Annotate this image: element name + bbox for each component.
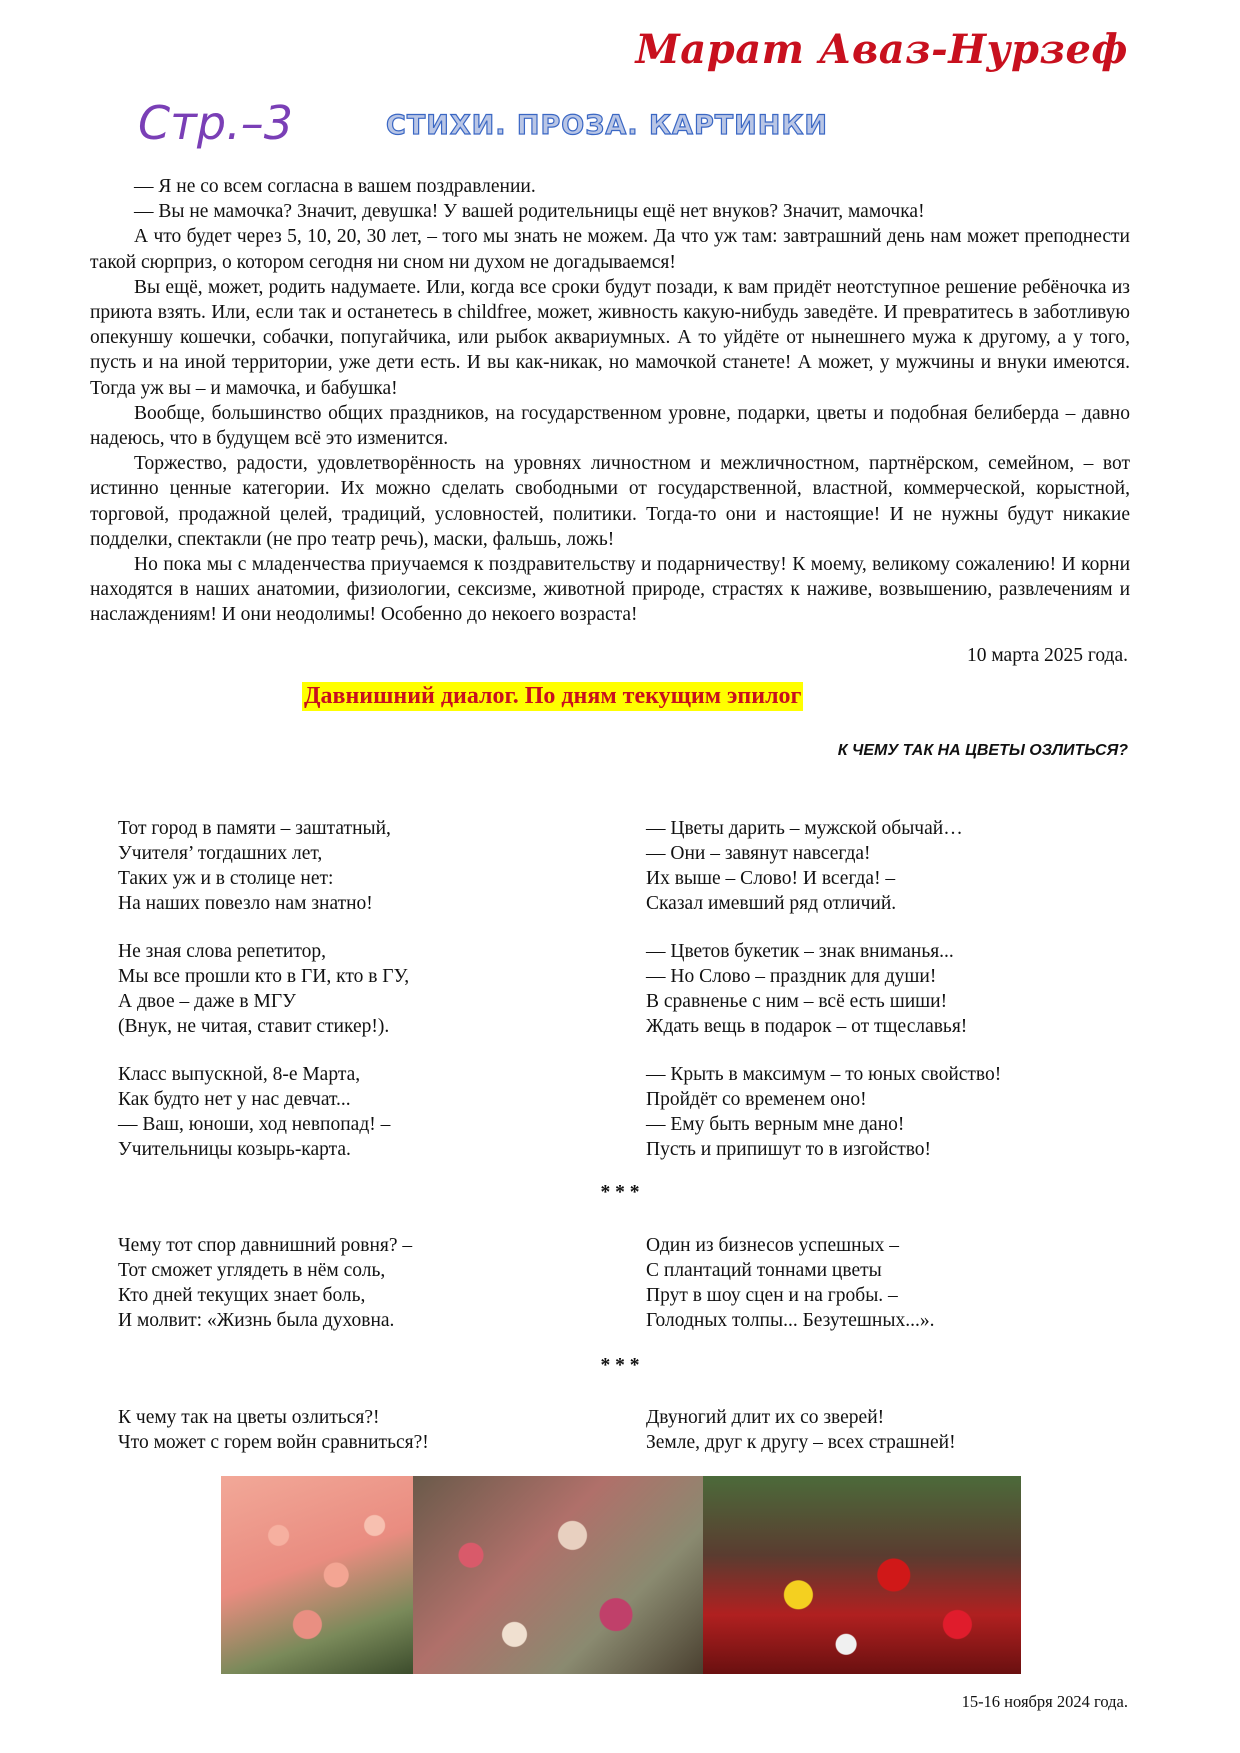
poem-line: Мы все прошли кто в ГИ, кто в ГУ, (118, 966, 410, 987)
paragraph: — Вы не мамочка? Значит, девушка! У вашей родительницы ещё нет внуков? Значит, мамочка! (134, 201, 925, 223)
poem-line: В сравненье с ним – всё есть шиши! (646, 991, 948, 1012)
prose-date: 10 марта 2025 года. (966, 645, 1128, 666)
stanza-left-1 (118, 816, 558, 916)
poem-line: С плантаций тоннами цветы (646, 1260, 882, 1281)
poem-line: Класс выпускной, 8-е Марта, (118, 1064, 361, 1085)
poem-date: 15-16 ноября 2024 года. (961, 1692, 1128, 1711)
poem-line: Таких уж и в столице нет: (118, 868, 334, 889)
poem-line: — Но Слово – праздник для души! (646, 966, 937, 987)
poem-line: Тот город в памяти – заштатный, (118, 818, 391, 839)
poem-line: И молвит: «Жизнь была духовна. (118, 1310, 395, 1331)
poem-line: Ждать вещь в подарок – от тщеславья! (646, 1016, 968, 1037)
poem-line: Кто дней текущих знает боль, (118, 1285, 366, 1306)
stanza-right-5 (646, 1405, 1086, 1455)
poem-line: — Крыть в максимум – то юных свойство! (646, 1064, 1002, 1085)
stanza-right-4 (646, 1233, 1086, 1333)
stanza-right-2 (646, 939, 1086, 1039)
poem-line: (Внук, не читая, ставит стикер!). (118, 1016, 390, 1037)
poem-line: — Цветов букетик – знак вниманья... (646, 941, 954, 962)
flowers-pile-photo (413, 1476, 703, 1674)
stanza-left-3 (118, 1062, 558, 1162)
poem-line: Учителя’ тогдашних лет, (118, 843, 323, 864)
prose-text (90, 174, 1130, 628)
poem-title: Давнишний диалог. По дням текущим эпилог (304, 683, 802, 709)
paragraph: Вообще, большинство общих праздников, на государственном уровне, подарки, цветы и подобная белиберда – давно надеюсь, что в будущем всё это изменится. (90, 402, 1130, 450)
author-name: Марат Аваз-Нурзеф (635, 26, 1128, 73)
poem-line: Двуногий длит их со зверей! (646, 1407, 885, 1428)
poem-line: Что может с горем войн сравниться?! (118, 1432, 429, 1453)
stanza-left-5 (118, 1405, 558, 1455)
poem-line: Чему тот спор давнишний ровня? – (118, 1235, 413, 1256)
paragraph: Вы ещё, может, родить надумаете. Или, когда все сроки будут позади, к вам придёт неотступное решение ребёночка из приюта взять. Или, если так и останетесь в childfree, может, живность какую-нибудь заведёте. И превратитесь в заботливую опекуншу кошечки, собачки, попугайчика, или рыбок аквариумных. А то уйдёте от нынешнего мужа к другому, а у того, пусть и на иной территории, уже дети есть. И вы как-никак, но мамочкой станете! А может, у мужчины и внуки имеются. Тогда уж вы – и мамочка, и бабушка! (90, 276, 1130, 399)
poem-line: Тот сможет углядеть в нём соль, (118, 1260, 386, 1281)
poem-line: Сказал имевший ряд отличий. (646, 893, 897, 914)
poem-epigraph: К ЧЕМУ ТАК НА ЦВЕТЫ ОЗЛИТЬСЯ? (837, 742, 1128, 759)
poem-line: Прут в шоу сцен и на гробы. – (646, 1285, 898, 1306)
poem-line: Их выше – Слово! И всегда! – (646, 868, 896, 889)
poem-line: Голодных толпы... Безутешных...». (646, 1310, 935, 1331)
roses-bouquet-photo (221, 1476, 413, 1674)
poem-line: — Цветы дарить – мужской обычай… (646, 818, 963, 839)
poem-line: Как будто нет у нас девчат... (118, 1089, 351, 1110)
poem-line: Учительницы козырь-карта. (118, 1139, 351, 1160)
poem-line: — Ему быть верным мне дано! (646, 1114, 905, 1135)
stanza-left-4 (118, 1233, 558, 1333)
poem-line: Пройдёт со временем оно! (646, 1089, 867, 1110)
stanza-left-2 (118, 939, 558, 1039)
stanza-right-1 (646, 816, 1086, 916)
section-title: СТИХИ. ПРОЗА. КАРТИНКИ (386, 110, 829, 141)
paragraph: — Я не со всем согласна в вашем поздравлении. (134, 176, 536, 197)
paragraph: Торжество, радости, удовлетворённость на уровнях личностном и межличностном, партнёрском, семейном, – вот истинно ценные категории. Их можно сделать свободными от государственной, властной, коммерческой, корыстной, торговой, продажной целей, традиций, условностей, политики. Тогда-то они и настоящие! И не нужны будут никакие подделки, спектакли (не про театр речь), маски, фальшь, ложь! (90, 453, 1130, 550)
paragraph: Но пока мы с младенчества приучаемся к поздравительству и подарничеству! К моему, великому сожалению! И корни находятся в наших анатомии, физиологии, сексизме, животной природе, страстях к наживе, возвышению, развлечениям и наслаждениям! И они неодолимы! Особенно до некоего возраста! (90, 554, 1130, 626)
paragraph: А что будет через 5, 10, 20, 30 лет, – того мы знать не можем. Да что уж там: завтрашний день нам может преподнести такой сюрприз, о котором сегодня ни сном ни духом не догадываемся! (90, 226, 1130, 273)
memorial-flowers-photo (703, 1476, 1021, 1674)
poem-line: — Ваш, юноши, ход невпопад! – (118, 1114, 391, 1135)
page-number: Стр.–3 (138, 96, 294, 150)
stanza-separator: * * * (600, 1182, 640, 1203)
poem-line: Не зная слова репетитор, (118, 941, 326, 962)
stanza-right-3 (646, 1062, 1086, 1162)
poem-line: А двое – даже в МГУ (118, 991, 296, 1012)
poem-line: Пусть и припишут то в изгойство! (646, 1139, 932, 1160)
poem-line: Земле, друг к другу – всех страшней! (646, 1432, 956, 1453)
poem-line: К чему так на цветы озлиться?! (118, 1407, 380, 1428)
photo-strip (221, 1476, 1021, 1674)
stanza-separator: * * * (600, 1355, 640, 1376)
poem-line: — Они – завянут навсегда! (646, 843, 871, 864)
poem-line: На наших повезло нам знатно! (118, 893, 373, 914)
poem-line: Один из бизнесов успешных – (646, 1235, 900, 1256)
